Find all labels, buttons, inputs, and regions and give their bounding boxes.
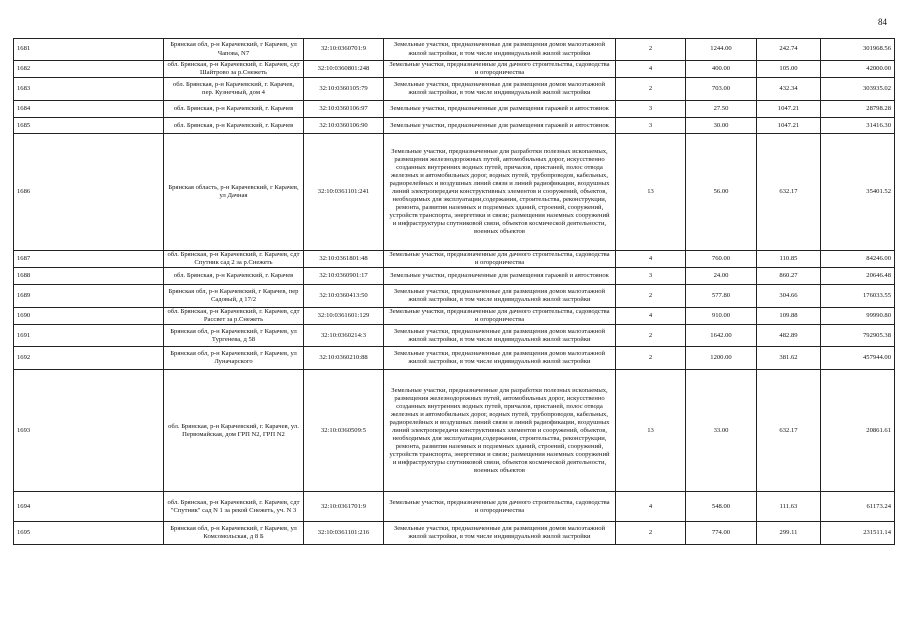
use-code-cell: 4 [616,492,686,522]
address-cell: обл. Брянская, р-н Карачевский, г. Карачев, ул. Первомайская, дом ГРП N2, ГРП N2 [164,370,304,492]
cadastral-number-cell: 32:10:0360105:79 [304,78,384,101]
table-row [14,101,895,118]
area-cell: 1200.00 [686,347,757,370]
table-row [14,347,895,370]
specific-value-cell: 110.85 [757,251,821,268]
area-cell: 1642.00 [686,325,757,347]
land-use-cell: Земельные участки, предназначенные для размещения гаражей и автостоянок [384,118,616,134]
land-use-cell: Земельные участки, предназначенные для размещения домов малоэтажной жилой застройки, в том числе индивидуальной жилой застройки [384,325,616,347]
use-code-cell: 13 [616,370,686,492]
address-cell: обл. Брянская, р-н Карачевский, г. Карачев [164,101,304,118]
specific-value-cell: 109.88 [757,308,821,325]
use-code-cell: 13 [616,134,686,251]
land-use-cell: Земельные участки, предназначенные для разработки полезных ископаемых, размещения железнодорожных путей, автомобильных дорог, искусственно созданных внутренних водных путей, причалов, пристаней, полос отвода железных и автомобильных дорог, водных путей, трубопроводов, кабельных, радиорелейных и воздушных линий связи и линий радиофикации, воздушных линий электропередачи конструктивных элементов и сооружений, объектов, необходимых для эксплуатации,содержания, строительства, реконструкции, ремонта, развития наземных и подземных зданий, строений, сооружений, устройств транспорта, энергетики и связи; размещения наземных сооружений и инфраструктуры спутниковой связи, объектов космической деятельности, военных объектов [384,134,616,251]
cadastral-number-cell: 32:10:0361101:241 [304,134,384,251]
address-cell: обл. Брянская, р-н Карачевский, г. Карачев, сдт Спутник сад 2 за р.Снежеть [164,251,304,268]
use-code-cell: 4 [616,308,686,325]
cadastral-number-cell: 32:10:0361701:9 [304,492,384,522]
land-use-cell: Земельные участки, предназначенные для размещения домов малоэтажной жилой застройки, в том числе индивидуальной жилой застройки [384,285,616,308]
specific-value-cell: 381.62 [757,347,821,370]
address-cell: Брянская обл, р-н Карачевский, г Карачев, пер Садовый, д 17/2 [164,285,304,308]
cadastral-value-cell: 303935.02 [821,78,895,101]
row-number: 1684 [14,101,164,118]
area-cell: 703.00 [686,78,757,101]
cadastral-number-cell: 32:10:0361101:216 [304,522,384,545]
use-code-cell: 2 [616,285,686,308]
area-cell: 760.00 [686,251,757,268]
row-number: 1693 [14,370,164,492]
area-cell: 577.80 [686,285,757,308]
land-use-cell: Земельные участки, предназначенные для дачного строительства, садоводства и огородничества [384,492,616,522]
table-row [14,268,895,285]
use-code-cell: 3 [616,101,686,118]
area-cell: 910.00 [686,308,757,325]
table-row [14,39,895,61]
address-cell: обл. Брянская, р-н Карачевский, г. Карачев, пер. Кузнечный, дом 4 [164,78,304,101]
specific-value-cell: 111.63 [757,492,821,522]
area-cell: 33.00 [686,370,757,492]
land-registry-table [13,38,895,545]
land-use-cell: Земельные участки, предназначенные для размещения домов малоэтажной жилой застройки, в том числе индивидуальной жилой застройки [384,522,616,545]
land-use-cell: Земельные участки, предназначенные для размещения домов малоэтажной жилой застройки, в том числе индивидуальной жилой застройки [384,347,616,370]
land-use-cell: Земельные участки, предназначенные для дачного строительства, садоводства и огородничества [384,251,616,268]
page-number: 84 [878,17,887,27]
use-code-cell: 3 [616,268,686,285]
use-code-cell: 2 [616,522,686,545]
cadastral-value-cell: 84246.00 [821,251,895,268]
cadastral-number-cell: 32:10:0361801:48 [304,251,384,268]
address-cell: Брянская обл, р-н Карачевский, г Карачев, ул Луначарского [164,347,304,370]
cadastral-value-cell: 457944.00 [821,347,895,370]
cadastral-value-cell: 35401.52 [821,134,895,251]
table-row [14,61,895,78]
row-number: 1691 [14,325,164,347]
cadastral-value-cell: 28798.28 [821,101,895,118]
use-code-cell: 2 [616,39,686,61]
specific-value-cell: 432.34 [757,78,821,101]
cadastral-value-cell: 42000.00 [821,61,895,78]
area-cell: 774.00 [686,522,757,545]
specific-value-cell: 304.66 [757,285,821,308]
cadastral-value-cell: 301968.56 [821,39,895,61]
table-row [14,285,895,308]
use-code-cell: 4 [616,251,686,268]
specific-value-cell: 105.00 [757,61,821,78]
cadastral-number-cell: 32:10:0360509:5 [304,370,384,492]
address-cell: Брянская обл, р-н Карачевский, г Карачев, ул Комсомольская, д 8 Б [164,522,304,545]
cadastral-value-cell: 99990.80 [821,308,895,325]
address-cell: обл. Брянская, р-н Карачевский, г. Карачев, сдт Шайтрово за р.Снежеть [164,61,304,78]
address-cell: обл. Брянская, р-н Карачевский, г. Карачев [164,268,304,285]
cadastral-number-cell: 32:10:0360413:50 [304,285,384,308]
specific-value-cell: 1047.21 [757,118,821,134]
specific-value-cell: 299.11 [757,522,821,545]
address-cell: Брянская обл, р-н Карачевский, г Карачев, ул Тургенева, д 58 [164,325,304,347]
table-row [14,308,895,325]
cadastral-value-cell: 20861.61 [821,370,895,492]
specific-value-cell: 1047.21 [757,101,821,118]
land-use-cell: Земельные участки, предназначенные для размещения домов малоэтажной жилой застройки, в том числе индивидуальной жилой застройки [384,78,616,101]
use-code-cell: 2 [616,347,686,370]
table-row [14,492,895,522]
cadastral-value-cell: 20646.48 [821,268,895,285]
cadastral-number-cell: 32:10:0360214:3 [304,325,384,347]
row-number: 1681 [14,39,164,61]
cadastral-number-cell: 32:10:0360106:97 [304,101,384,118]
specific-value-cell: 632.17 [757,370,821,492]
use-code-cell: 4 [616,61,686,78]
use-code-cell: 2 [616,325,686,347]
address-cell: обл. Брянская, р-н Карачевский, г. Карачев [164,118,304,134]
address-cell: Брянская область, р-н Карачевский, г Карачев, ул Дачная [164,134,304,251]
address-cell: обл. Брянская, р-н Карачевский, г. Карачев, сдт "Спутник" сад N 1 за рекой Снежеть, уч. N 3 [164,492,304,522]
land-use-cell: Земельные участки, предназначенные для дачного строительства, садоводства и огородничества [384,308,616,325]
row-number: 1689 [14,285,164,308]
cadastral-value-cell: 31416.30 [821,118,895,134]
land-use-cell: Земельные участки, предназначенные для размещения домов малоэтажной жилой застройки, в том числе индивидуальной жилой застройки [384,39,616,61]
table-row [14,325,895,347]
use-code-cell: 2 [616,78,686,101]
table-row [14,118,895,134]
area-cell: 400.00 [686,61,757,78]
table-row [14,78,895,101]
cadastral-value-cell: 176033.55 [821,285,895,308]
land-use-cell: Земельные участки, предназначенные для разработки полезных ископаемых, размещения железнодорожных путей, автомобильных дорог, искусственно созданных внутренних водных путей, причалов, пристаней, полос отвода железных и автомобильных дорог, водных путей, трубопроводов, кабельных, радиорелейных и воздушных линий связи и линий радиофикации, воздушных линий электропередачи конструктивных элементов и сооружений, объектов, необходимых для эксплуатации,содержания, строительства, реконструкции, ремонта, развития наземных и подземных зданий, строений, сооружений, устройств транспорта, энергетики и связи; размещения наземных сооружений и инфраструктуры спутниковой связи, объектов космической деятельности, военных объектов [384,370,616,492]
row-number: 1690 [14,308,164,325]
specific-value-cell: 242.74 [757,39,821,61]
cadastral-number-cell: 32:10:0361601:129 [304,308,384,325]
area-cell: 1244.00 [686,39,757,61]
specific-value-cell: 632.17 [757,134,821,251]
row-number: 1692 [14,347,164,370]
specific-value-cell: 482.89 [757,325,821,347]
area-cell: 27.50 [686,101,757,118]
cadastral-value-cell: 231511.14 [821,522,895,545]
row-number: 1686 [14,134,164,251]
specific-value-cell: 860.27 [757,268,821,285]
address-cell: обл. Брянская, р-н Карачевский, г. Карачев, сдт Рассвет за р.Снежеть [164,308,304,325]
table-row [14,370,895,492]
cadastral-value-cell: 61173.24 [821,492,895,522]
row-number: 1687 [14,251,164,268]
cadastral-number-cell: 32:10:0360801:248 [304,61,384,78]
land-use-cell: Земельные участки, предназначенные для дачного строительства, садоводства и огородничества [384,61,616,78]
use-code-cell: 3 [616,118,686,134]
area-cell: 548.00 [686,492,757,522]
area-cell: 56.00 [686,134,757,251]
table-row [14,134,895,251]
cadastral-number-cell: 32:10:0360210:88 [304,347,384,370]
row-number: 1682 [14,61,164,78]
land-use-cell: Земельные участки, предназначенные для размещения гаражей и автостоянок [384,101,616,118]
address-cell: Брянская обл, р-н Карачевский, г Карачев, ул Чапова, N7 [164,39,304,61]
table-row [14,251,895,268]
row-number: 1695 [14,522,164,545]
land-use-cell: Земельные участки, предназначенные для размещения гаражей и автостоянок [384,268,616,285]
cadastral-number-cell: 32:10:0360901:17 [304,268,384,285]
row-number: 1688 [14,268,164,285]
cadastral-value-cell: 792905.38 [821,325,895,347]
row-number: 1683 [14,78,164,101]
table-row [14,522,895,545]
cadastral-number-cell: 32:10:0360701:9 [304,39,384,61]
area-cell: 24.00 [686,268,757,285]
cadastral-number-cell: 32:10:0360106:90 [304,118,384,134]
area-cell: 30.00 [686,118,757,134]
row-number: 1685 [14,118,164,134]
row-number: 1694 [14,492,164,522]
